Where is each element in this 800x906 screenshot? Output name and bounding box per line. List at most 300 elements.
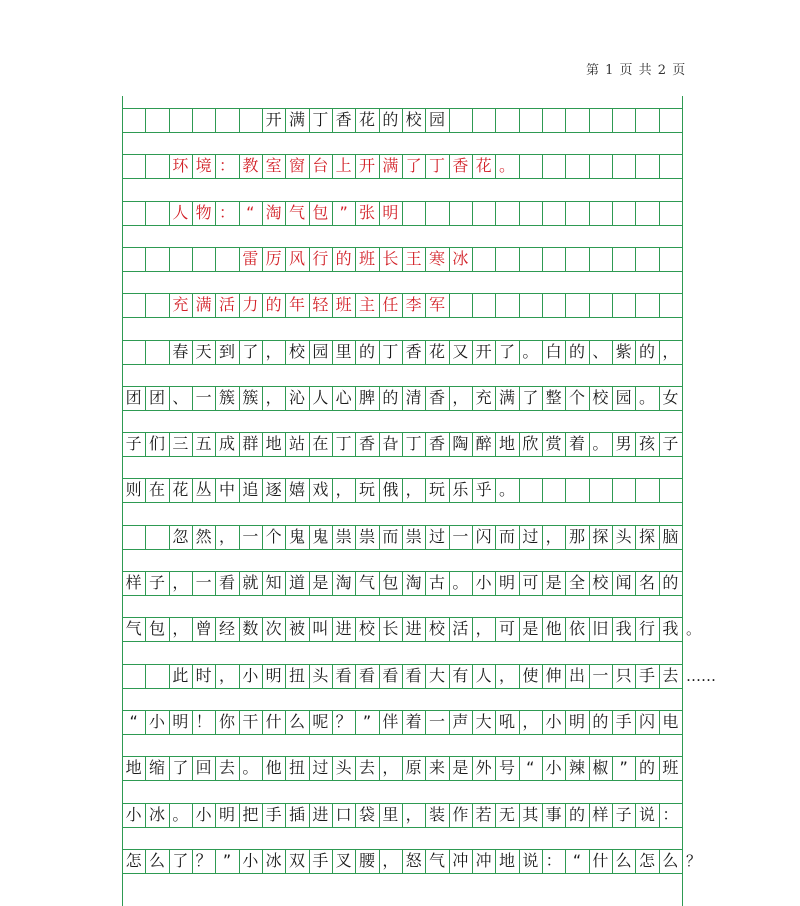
grid-character: 而 (382, 526, 399, 546)
grid-character: 可 (498, 619, 515, 639)
grid-character: 去 (218, 758, 235, 778)
grid-character: 淘 (405, 573, 422, 592)
grid-character: 伴 (382, 711, 399, 731)
grid-character: 室 (265, 156, 282, 176)
grid-character: 明 (218, 804, 235, 824)
grid-character: 是 (545, 573, 562, 592)
grid-character: 是 (312, 573, 329, 592)
grid-character: 事 (545, 804, 562, 824)
grid-character: 大 (475, 711, 492, 731)
grid-row (122, 432, 682, 456)
grid-character: 。 (592, 434, 609, 454)
grid-character: 上 (335, 156, 352, 176)
grid-character: 是 (522, 619, 539, 639)
grid-character: 使 (522, 665, 539, 685)
grid-character: 去 (358, 758, 375, 778)
grid-line (122, 734, 682, 735)
grid-character: 又 (452, 341, 469, 361)
grid-character: 的 (358, 341, 375, 361)
grid-character: 台 (312, 156, 329, 176)
grid-character: 有 (452, 665, 469, 685)
grid-character: 香 (335, 110, 352, 129)
grid-character: 年 (288, 295, 305, 315)
grid-character: 活 (452, 619, 469, 639)
grid-character: 寒 (428, 248, 445, 268)
grid-line (122, 225, 682, 226)
grid-character: 手 (615, 711, 632, 731)
grid-character: 看 (405, 665, 422, 685)
grid-character: “ (526, 758, 535, 778)
grid-character: 开 (358, 156, 375, 176)
grid-character: 祟 (335, 526, 352, 546)
grid-line (122, 641, 682, 642)
grid-character: 一 (195, 387, 212, 407)
grid-character: 道 (288, 573, 305, 592)
grid-character: 满 (382, 156, 399, 176)
grid-character: ， (265, 387, 282, 407)
grid-character: 头 (615, 526, 632, 546)
grid-character: 校 (358, 619, 375, 639)
grid-character: 辣 (568, 758, 585, 778)
grid-character: 的 (638, 341, 655, 361)
grid-character: 的 (592, 711, 609, 731)
grid-character: 。 (638, 387, 655, 407)
grid-character: 祟 (358, 526, 375, 546)
grid-character: 淘 (335, 573, 352, 592)
grid-character: 王 (405, 248, 422, 268)
grid-character: 经 (218, 619, 235, 639)
grid-line (122, 502, 682, 503)
grid-character: 怒 (405, 850, 422, 870)
grid-character: 了 (498, 341, 515, 361)
grid-row (122, 201, 682, 225)
grid-character: 簇 (218, 387, 235, 407)
grid-row (122, 108, 682, 132)
page-number: 第 1 页 共 2 页 (586, 63, 687, 78)
grid-character: 鬼 (312, 526, 329, 546)
grid-character: ， (218, 665, 235, 685)
grid-character: 长 (382, 619, 399, 639)
grid-character: 、 (172, 387, 189, 407)
grid-character: 装 (428, 804, 445, 824)
grid-character: 头 (312, 665, 329, 685)
grid-character: 厉 (265, 248, 282, 268)
grid-character: 中 (218, 480, 235, 500)
grid-character: 数 (242, 619, 259, 639)
grid-character: “ (572, 850, 582, 870)
grid-character: 只 (615, 665, 632, 685)
grid-character: 小 (475, 573, 492, 592)
grid-character: 伸 (545, 665, 562, 685)
grid-character: 园 (428, 110, 445, 129)
grid-character: 扭 (288, 665, 305, 685)
grid-character: 旧 (592, 619, 609, 639)
grid-character: 、 (592, 341, 609, 361)
grid-character: 把 (242, 804, 259, 824)
grid-character: 轻 (312, 295, 329, 315)
grid-character: ， (335, 480, 352, 500)
grid-character: 。 (522, 341, 539, 361)
grid-character: ： (218, 156, 235, 176)
margin-punctuation: ？ (686, 851, 702, 870)
grid-character: 了 (242, 341, 259, 361)
grid-character: 丁 (335, 434, 352, 454)
grid-character: ？ (195, 850, 212, 870)
grid-character: 说 (638, 804, 655, 824)
grid-character: 校 (592, 573, 609, 592)
grid-character: ： (662, 804, 679, 824)
grid-character: 花 (475, 156, 492, 176)
grid-character: 就 (242, 573, 259, 592)
grid-character: 校 (428, 619, 445, 639)
grid-character: ， (662, 341, 679, 361)
grid-character: 男 (615, 434, 632, 454)
grid-line (122, 456, 682, 457)
grid-character: 群 (242, 434, 259, 454)
grid-character: 样 (125, 573, 142, 592)
grid-character: 。 (242, 758, 259, 778)
grid-line (122, 364, 682, 365)
grid-character: 了 (522, 387, 539, 407)
grid-character: 明 (568, 711, 585, 731)
grid-character: 叉 (335, 850, 352, 870)
grid-character: 大 (428, 665, 445, 685)
grid-character: 无 (498, 804, 515, 824)
grid-character: ， (218, 526, 235, 546)
grid-character: 了 (405, 156, 422, 176)
grid-character: ： (218, 202, 235, 222)
grid-character: 过 (522, 526, 539, 546)
grid-character: 逐 (265, 480, 282, 500)
grid-character: ， (172, 573, 189, 592)
grid-character: 名 (638, 573, 655, 592)
grid-row (122, 525, 682, 549)
grid-character: 香 (358, 434, 375, 454)
grid-character: ， (382, 850, 399, 870)
grid-character: 袋 (358, 804, 375, 824)
grid-character: 行 (312, 248, 329, 268)
grid-character: 香 (428, 387, 445, 407)
grid-character: ” (339, 202, 348, 222)
grid-row (122, 756, 682, 780)
margin-punctuation: 。 (686, 620, 702, 639)
grid-character: 小 (242, 850, 259, 870)
grid-character: ， (265, 341, 282, 361)
grid-character: 祟 (405, 526, 422, 546)
grid-character: 手 (638, 665, 655, 685)
grid-character: 扭 (288, 758, 305, 778)
grid-character: 赏 (545, 434, 562, 454)
grid-line (122, 827, 682, 828)
grid-character: 。 (498, 156, 515, 176)
grid-character: 怎 (638, 850, 655, 870)
grid-character: 在 (148, 480, 165, 500)
grid-row (122, 247, 682, 271)
grid-character: 包 (312, 202, 329, 222)
grid-character: 丁 (428, 156, 445, 176)
grid-character: 园 (615, 387, 632, 407)
grid-character: 全 (568, 573, 585, 592)
margin-punctuation: …… (686, 666, 716, 685)
grid-character: 是 (452, 758, 469, 778)
grid-character: 人 (475, 665, 492, 685)
grid-character: 脑 (662, 526, 679, 546)
grid-character: 此 (172, 665, 189, 685)
grid-character: 花 (172, 480, 189, 500)
grid-character: 电 (662, 711, 679, 731)
grid-character: 子 (148, 573, 165, 592)
grid-character: 探 (638, 526, 655, 546)
grid-character: 陶 (452, 434, 469, 454)
grid-character: 来 (428, 758, 445, 778)
grid-character: 那 (568, 526, 585, 546)
grid-character: 看 (358, 665, 375, 685)
grid-character: 而 (498, 526, 515, 546)
grid-character: 外 (475, 758, 492, 778)
grid-character: 其 (522, 804, 539, 824)
grid-character: 一 (195, 573, 212, 592)
grid-character: 干 (242, 711, 259, 731)
grid-character: 开 (475, 341, 492, 361)
grid-character: 椒 (592, 758, 609, 778)
grid-character: 小 (195, 804, 212, 824)
grid-character: 过 (312, 758, 329, 778)
grid-row (122, 154, 682, 178)
grid-character: 明 (498, 573, 515, 592)
grid-character: 成 (218, 434, 235, 454)
grid-character: 乐 (452, 480, 469, 500)
grid-character: 样 (592, 804, 609, 824)
grid-line (122, 178, 682, 179)
grid-character: ， (172, 619, 189, 639)
grid-line (122, 549, 682, 550)
grid-character: ！ (195, 711, 212, 731)
grid-character: 俄 (382, 480, 399, 500)
grid-character: “ (246, 202, 255, 222)
grid-character: 沁 (288, 387, 305, 407)
grid-character: 声 (452, 711, 469, 731)
grid-character: 头 (335, 758, 352, 778)
grid-character: 双 (288, 850, 305, 870)
grid-character: 回 (195, 758, 212, 778)
grid-character: 去 (662, 665, 679, 685)
grid-character: 什 (265, 711, 282, 731)
grid-edge (682, 96, 683, 906)
grid-character: 么 (288, 711, 305, 731)
grid-character: 。 (452, 573, 469, 592)
grid-row (122, 803, 682, 827)
grid-character: 小 (125, 804, 142, 824)
grid-character: 小 (242, 665, 259, 685)
grid-character: 包 (148, 619, 165, 639)
grid-character: 原 (405, 758, 422, 778)
grid-character: 他 (265, 758, 282, 778)
grid-character: 子 (125, 434, 142, 454)
grid-character: 丁 (312, 110, 329, 129)
grid-line (122, 688, 682, 689)
grid-character: 嬉 (288, 480, 305, 500)
grid-character: 我 (615, 619, 632, 639)
grid-character: 簇 (242, 387, 259, 407)
grid-character: 满 (498, 387, 515, 407)
grid-character: 小 (545, 711, 562, 731)
grid-line (122, 873, 682, 874)
grid-character: 风 (288, 248, 305, 268)
grid-character: 的 (335, 248, 352, 268)
grid-character: 气 (358, 573, 375, 592)
grid-character: 行 (638, 619, 655, 639)
grid-character: 你 (218, 711, 235, 731)
grid-character: ， (382, 758, 399, 778)
grid-row (122, 293, 682, 317)
grid-character: 人 (312, 387, 329, 407)
grid-character: 口 (335, 804, 352, 824)
grid-row (122, 478, 682, 502)
grid-character: 气 (288, 202, 305, 222)
grid-character: ” (362, 711, 372, 731)
grid-character: 冲 (475, 850, 492, 870)
grid-character: 满 (195, 295, 212, 315)
grid-character: 的 (265, 295, 282, 315)
grid-character: 探 (592, 526, 609, 546)
grid-character: 班 (358, 248, 375, 268)
grid-character: 在 (312, 434, 329, 454)
grid-character: 主 (358, 295, 375, 315)
grid-row (122, 340, 682, 364)
grid-character: 园 (312, 341, 329, 361)
grid-character: 香 (428, 434, 445, 454)
grid-character: “ (129, 711, 138, 731)
grid-line (122, 317, 682, 318)
grid-line (122, 595, 682, 596)
grid-character: 窗 (288, 156, 305, 176)
grid-character: 次 (265, 619, 282, 639)
grid-row (122, 710, 682, 734)
grid-character: 的 (382, 110, 399, 129)
grid-character: 着 (405, 711, 422, 731)
grid-character: 教 (242, 156, 259, 176)
grid-character: 么 (662, 850, 679, 870)
grid-character: 春 (172, 341, 189, 361)
grid-character: ， (405, 480, 422, 500)
grid-character: 冲 (452, 850, 469, 870)
grid-character: 包 (382, 573, 399, 592)
grid-character: 满 (288, 110, 305, 129)
grid-character: 紫 (615, 341, 632, 361)
grid-character: ， (545, 526, 562, 546)
grid-character: 小 (545, 758, 562, 778)
grid-character: 香 (452, 156, 469, 176)
grid-character: 呢 (312, 711, 329, 731)
grid-character: 冰 (265, 850, 282, 870)
grid-character: 他 (545, 619, 562, 639)
grid-character: 可 (522, 573, 539, 592)
grid-character: 班 (662, 758, 679, 778)
grid-character: 校 (288, 341, 305, 361)
grid-character: 手 (265, 804, 282, 824)
grid-character: 到 (218, 341, 235, 361)
grid-character: 丁 (405, 434, 422, 454)
grid-character: 长 (382, 248, 399, 268)
grid-character: ， (405, 804, 422, 824)
grid-character: 清 (405, 387, 422, 407)
grid-character: 小 (148, 711, 165, 731)
grid-character: 冰 (452, 248, 469, 268)
grid-character: 开 (265, 110, 282, 129)
grid-character: 个 (568, 387, 585, 407)
grid-character: 然 (195, 526, 212, 546)
grid-line (122, 132, 682, 133)
grid-row (122, 386, 682, 410)
grid-character: 看 (218, 573, 235, 592)
grid-character: 怎 (125, 850, 142, 870)
grid-character: 五 (195, 434, 212, 454)
grid-character: 气 (428, 850, 445, 870)
grid-line (122, 780, 682, 781)
grid-character: 追 (242, 480, 259, 500)
grid-row (122, 571, 682, 595)
grid-character: 环 (172, 156, 189, 176)
grid-character: 手 (312, 850, 329, 870)
grid-character: 物 (195, 202, 212, 222)
grid-character: 明 (265, 665, 282, 685)
grid-character: 地 (125, 758, 142, 778)
grid-character: 曾 (195, 619, 212, 639)
grid-character: 冰 (148, 804, 165, 824)
grid-character: ， (522, 711, 539, 731)
grid-character: 心 (335, 387, 352, 407)
grid-character: 缩 (148, 758, 165, 778)
grid-character: 淘 (265, 202, 282, 222)
grid-character: 女 (662, 387, 679, 407)
grid-character: 香 (405, 341, 422, 361)
grid-character: 们 (148, 434, 165, 454)
grid-character: 了 (172, 850, 189, 870)
grid-character: 活 (218, 295, 235, 315)
grid-character: ： (545, 850, 562, 870)
grid-character: 若 (475, 804, 492, 824)
grid-character: 张 (358, 202, 375, 222)
grid-character: 境 (195, 156, 212, 176)
grid-character: ？ (335, 711, 352, 731)
grid-character: 里 (382, 804, 399, 824)
grid-character: 的 (638, 758, 655, 778)
grid-character: 一 (592, 665, 609, 685)
grid-character: 班 (335, 295, 352, 315)
grid-character: 团 (148, 387, 165, 407)
grid-character: 力 (242, 295, 259, 315)
grid-character: 闪 (475, 526, 492, 546)
grid-character: 孩 (638, 434, 655, 454)
grid-character: 花 (358, 110, 375, 129)
grid-character: 地 (265, 434, 282, 454)
grid-character: 地 (498, 434, 515, 454)
grid-character: 叫 (312, 619, 329, 639)
grid-character: 子 (662, 434, 679, 454)
grid-character: 知 (265, 573, 282, 592)
grid-character: 进 (405, 619, 422, 639)
grid-row (122, 849, 702, 873)
grid-character: 我 (662, 619, 679, 639)
grid-character: 一 (452, 526, 469, 546)
grid-character: ， (498, 665, 515, 685)
grid-character: 进 (312, 804, 329, 824)
grid-character: 忽 (172, 526, 189, 546)
grid-character: 人 (172, 202, 189, 222)
grid-character: 里 (335, 341, 352, 361)
grid-character: 校 (592, 387, 609, 407)
grid-character: 进 (335, 619, 352, 639)
